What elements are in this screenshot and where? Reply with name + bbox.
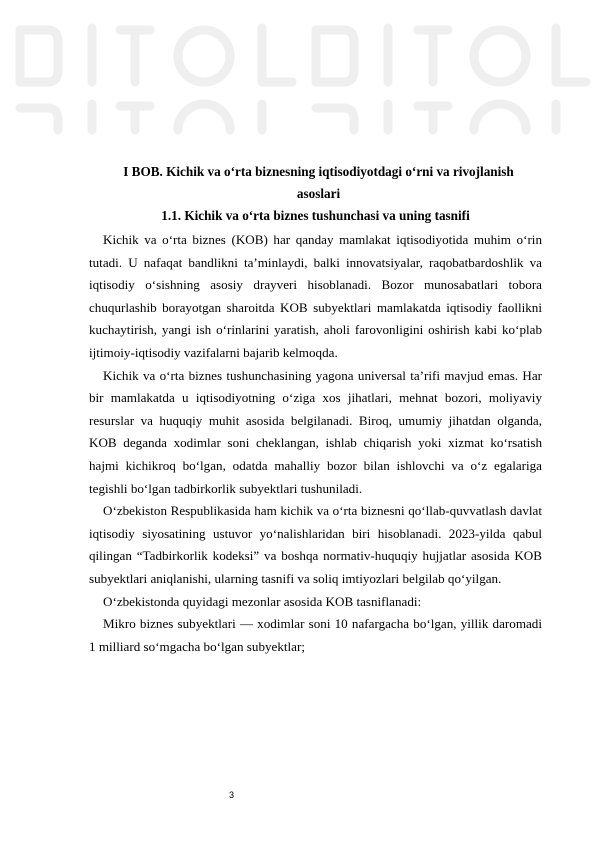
paragraph-5: Mikro biznes subyektlari — xodimlar soni 10 nafargacha bo‘lgan, yillik daromadi 1 milliard so‘mgacha bo‘lgan subyektlar; bbox=[89, 616, 542, 654]
document-body bbox=[89, 161, 542, 658]
paragraph-2: Kichik va o‘rta biznes tushunchasining yagona universal ta’rifi mavjud emas. Har bir mamlakatda u iqtisodiyotning o‘ziga xos jihatlari, mehnat bozori, moliyaviy resurslar va huquqiy muhit asosida belgilanadi. Biroq, umumiy jihatdan olganda, KOB deganda xodimlar soni cheklangan, ishlab chiqarish yoki xizmat ko‘rsatish hajmi kichikroq bo‘lgan, odatda mahalliy bozor bilan ishlovchi va o‘z egalariga tegishli bo‘lgan tadbirkorlik subyektlari tushuniladi. bbox=[89, 367, 542, 496]
paragraph-3: O‘zbekiston Respublikasida ham kichik va o‘rta biznesni qo‘llab-quvvatlash davlat iqtisodiy siyosatining ustuvor yo‘nalishlaridan biri hisoblanadi. 2023-yilda qabul qilingan “Tadbirkorlik kodeksi” va boshqa normativ-huquqiy hujjatlar asosida KOB subyektlari aniqlanishi, ularning tasnifi va soliq imtiyozlari belgilab qo‘yilgan. bbox=[89, 503, 542, 586]
page-number: 3 bbox=[229, 790, 235, 800]
watermark-logo-icon bbox=[0, 0, 595, 160]
paragraph-4: O‘zbekistonda quyidagi mezonlar asosida KOB tasniflanadi: bbox=[103, 593, 422, 609]
paragraph-1: Kichik va o‘rta biznes (KOB) har qanday mamlakat iqtisodiyotida muhim o‘rin tutadi. U nafaqat bandlikni ta’minlaydi, balki innovatsiyalar, raqobatbardoshlik va iqtisodiy o‘sishning asosiy drayveri hisoblanadi. Bozor munosabatlari tobora chuqurlashib borayotgan sharoitda KOB subyektlari mamlakatda iqtisodiy faollikni kuchaytirish, yangi ish o‘rinlarini yaratish, aholi farovonligini oshirish kabi ko‘plab ijtimoiy-iqtisodiy vazifalarni bajarib kelmoqda. bbox=[89, 232, 542, 360]
section-title: 1.1. Kichik va o‘rta biznes tushunchasi va uning tasnifi bbox=[161, 208, 470, 223]
chapter-title: I BOB. Kichik va o‘rta biznesning iqtisodiyotdagi o‘rni va rivojlanish asoslari bbox=[123, 164, 514, 201]
